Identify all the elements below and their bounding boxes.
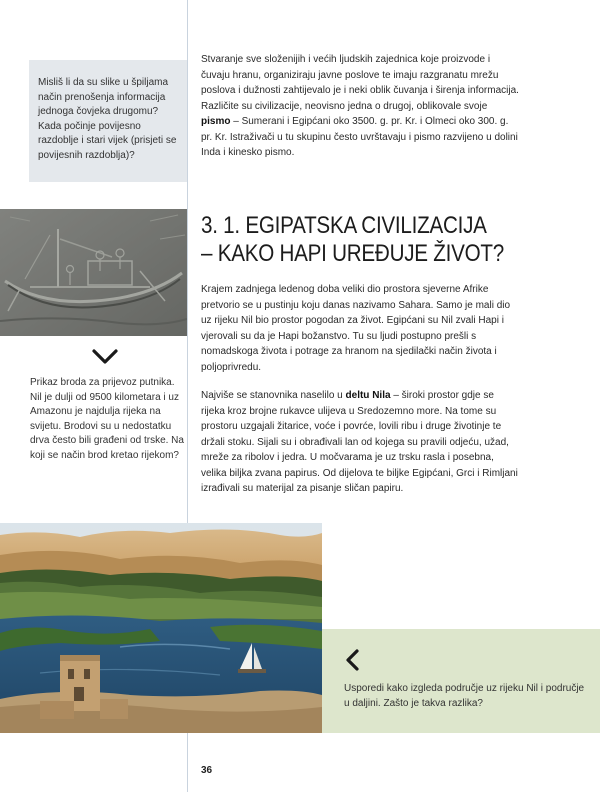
intro-paragraph: Stvaranje sve složenijih i većih ljudskih zajednica koje proizvode i čuvaju hranu, organiziraju javne poslove te imaju razgranatu mrežu poslova i dužnosti zahtijevalo je i neki oblik čuvanja i širenja informacija. Različite su civilizacije, neovisno jedna o drugoj, oblikovale svoje pismo – Sumerani i Egipćani oko 3500. g. pr. Kr. i Olmeci oko 300. g. pr. Kr. Istraživači u tu skupinu često uvrštavaju i pismo razvijeno u dolini Inda i kinesko pismo. [201, 54, 519, 158]
body-paragraph-1: Krajem zadnjega ledenog doba veliki dio prostora sjeverne Afrike pretvorio se u pustinju koju danas nazivamo Sahara. Samo je mali dio uz rijeku Nil bio prostor pogodan za život. Egipćani su Nil zvali Hapi i vjerovali su da je Hapi božanstvo. Tu su ljudi postupno prešli s nomadskoga života i potrage za hranom na sjedilački način života i poljoprivredu. [201, 284, 511, 373]
keyword-delta-nila: deltu Nila [345, 390, 391, 401]
landscape-caption: Usporedi kako izgleda područje uz rijeku Nil i područje u daljini. Zašto je takva razlika? [344, 683, 585, 709]
nile-landscape-photo [0, 523, 322, 733]
heading-line-2: – KAKO HAPI UREĐUJE ŽIVOT? [201, 240, 504, 267]
section-body [201, 282, 519, 510]
body-paragraph-2: Najviše se stanovnika naselilo u deltu Nila – široki prostor gdje se rijeka kroz brojne rukavce ulijeva u Sredozemno more. Na tome su prostoru uzgajali žitarice, voće i povrće, lovili ribu i druge životinje te držali stoku. Sijali su i obrađivali lan od kojega su pravili odjeću, užad, mreže za ribolov i jedra. U močvarama je uz trsku rasla i posebna, velika biljka zvana papirus. Od dijelova te biljke Egipćani, Grci i Rimljani izrađivali su materijal za pisanje sličan papiru. [201, 390, 518, 494]
heading-line-1: 3. 1. EGIPATSKA CIVILIZACIJA [201, 212, 487, 239]
chevron-down-icon [91, 348, 119, 366]
keyword-pismo: pismo [201, 116, 231, 127]
section-heading [201, 212, 504, 268]
boat-caption: Prikaz broda za prijevoz putnika. Nil je dulji od 9500 kilometara i uz Amazonu je najdulja rijeka na svijetu. Brodovi su u nedostatku drva često bili građeni od trske. Na koji se način brod kretao rijekom? [30, 377, 184, 461]
question-box [29, 60, 187, 182]
question-text: Misliš li da su slike u špiljama način prenošenja informacija jednoga čovjeka drugomu? Kada počinje povijesno razdoblje i stari vijek (prisjeti se povijesnih razdoblja)? [38, 77, 177, 161]
chevron-left-icon [344, 648, 360, 672]
page-number: 36 [201, 765, 213, 776]
egyptian-boat-relief-image [0, 209, 187, 336]
